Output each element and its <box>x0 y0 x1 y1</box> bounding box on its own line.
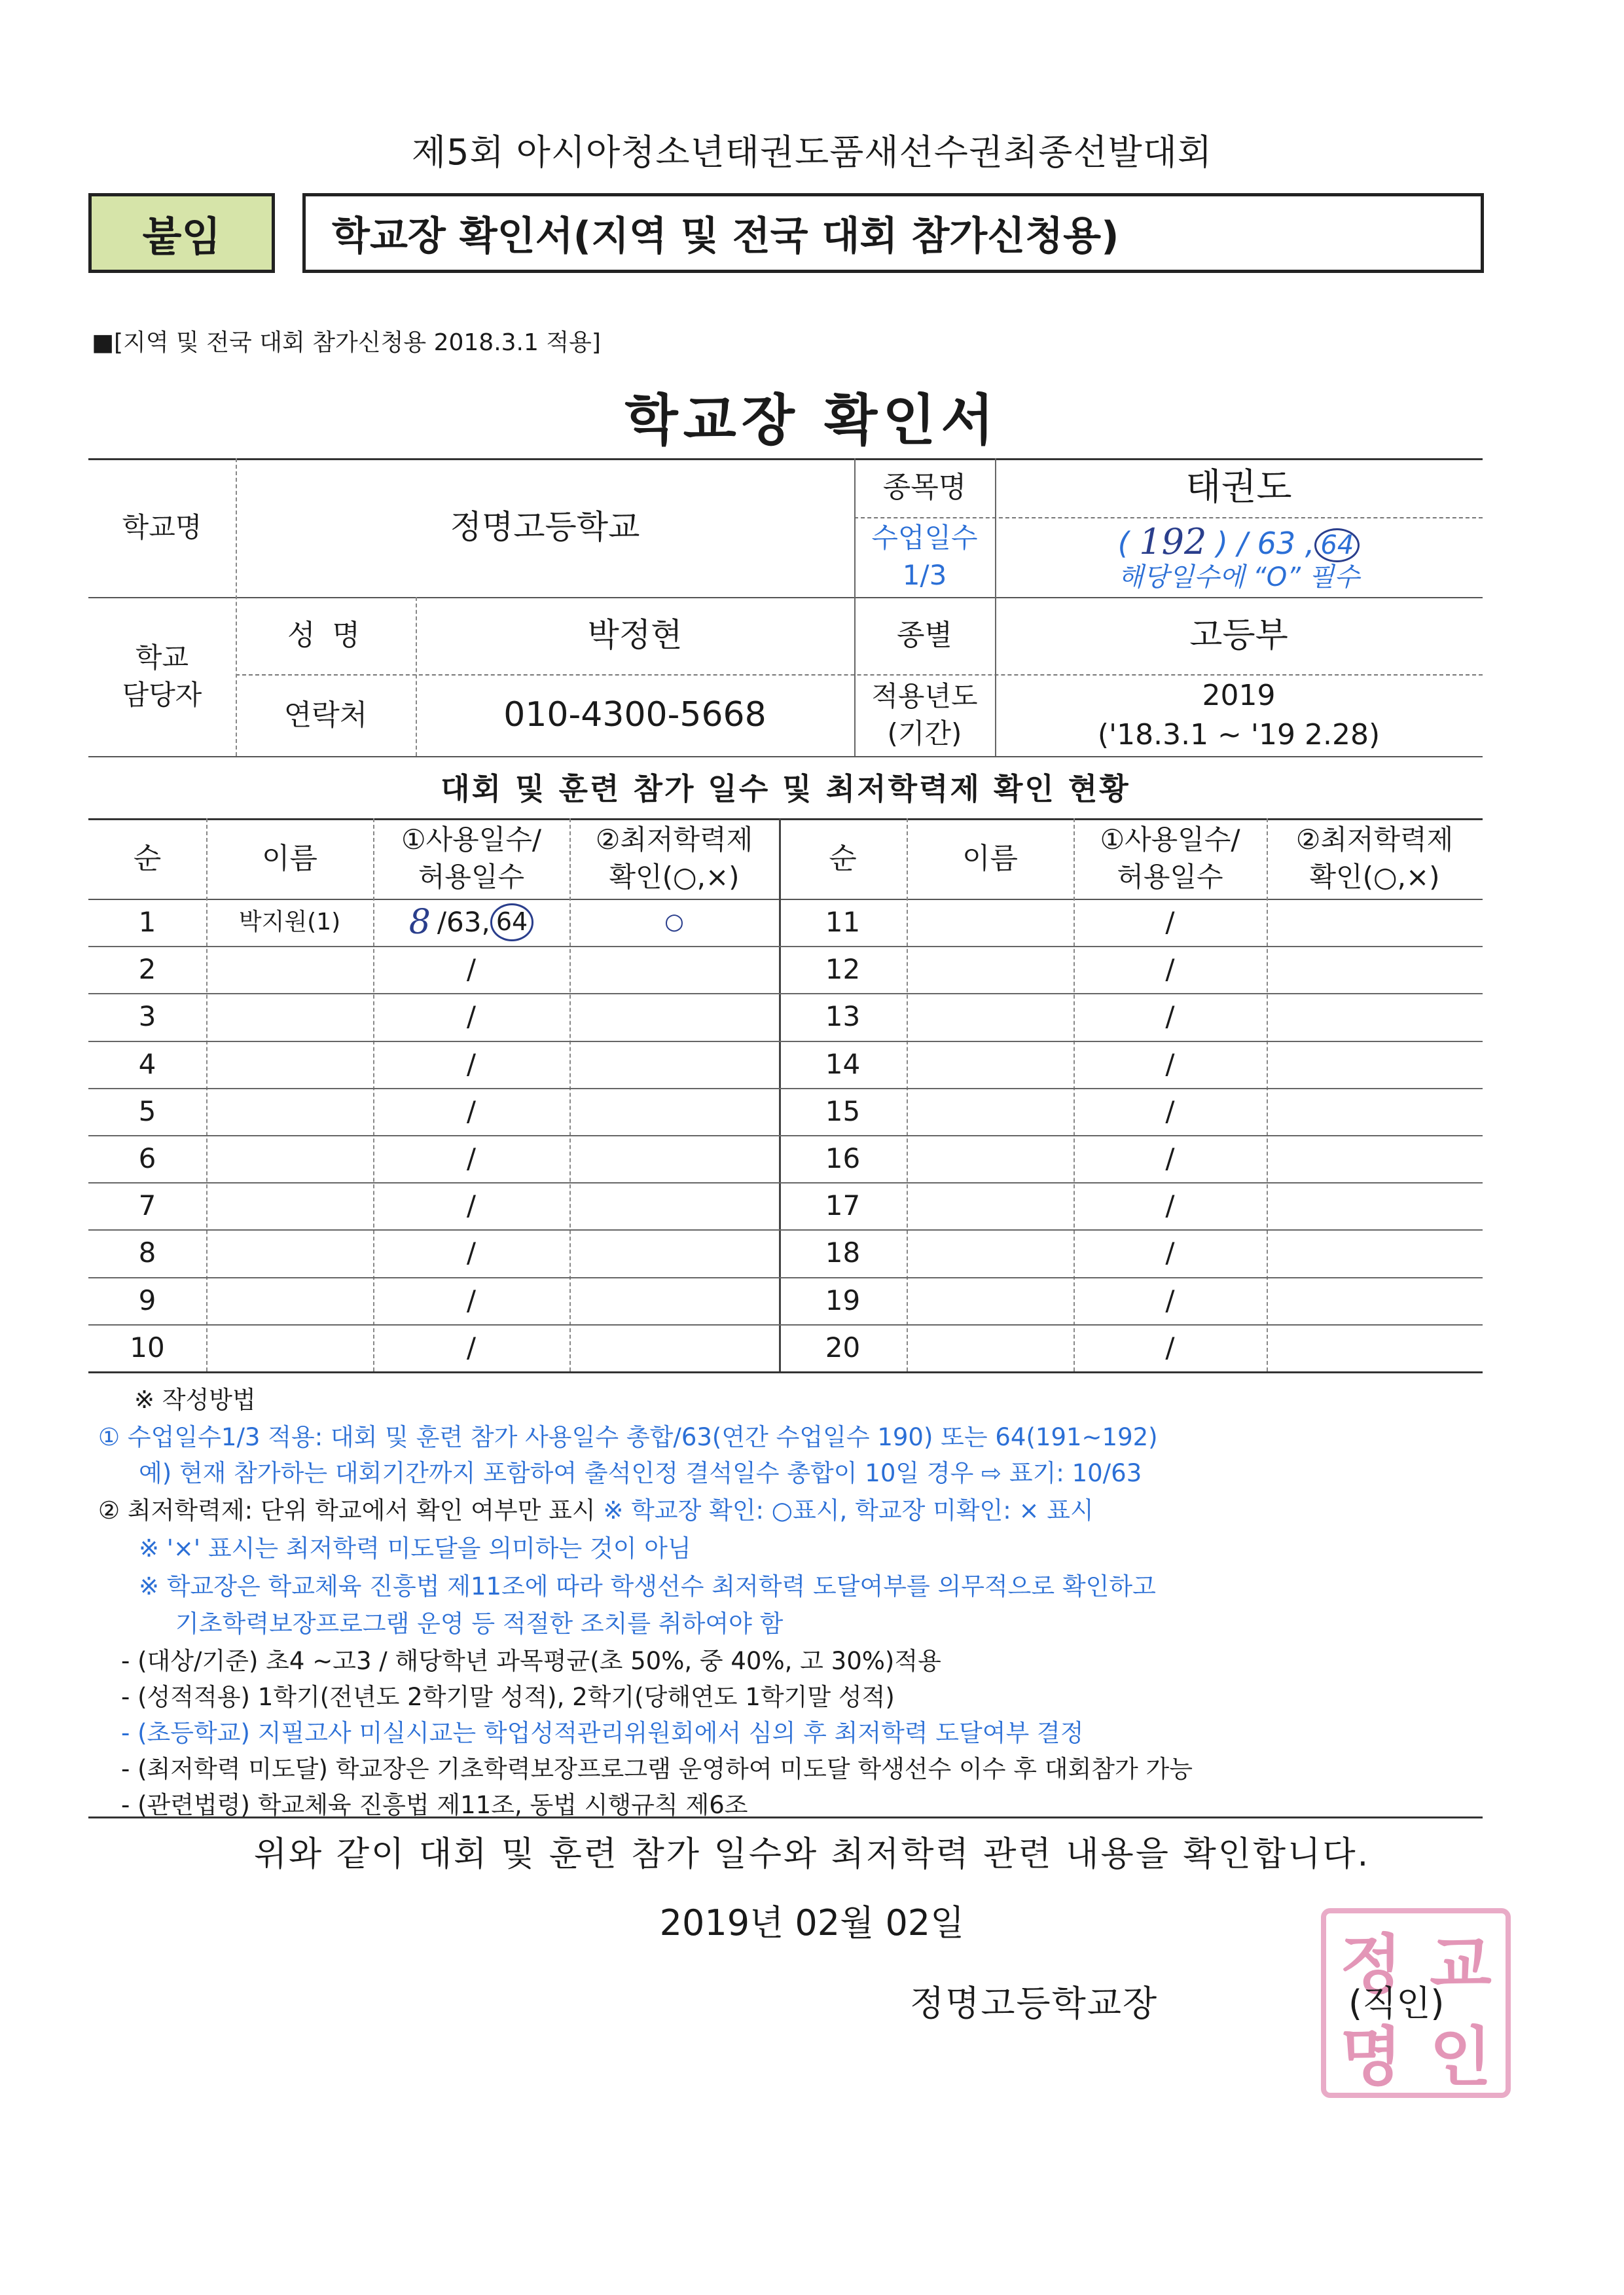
row-days: / <box>1165 1331 1175 1364</box>
row-no: 15 <box>825 1094 861 1127</box>
row-no: 11 <box>825 905 861 938</box>
row-no: 2 <box>138 952 156 985</box>
row-check <box>1267 1135 1483 1182</box>
col-no-right: 순 <box>829 841 857 875</box>
days-label-line2: 1/3 <box>902 559 947 591</box>
days-value-line <box>1118 522 1360 562</box>
guide-line-1: ① 수업일수1/3 적용: 대회 및 훈련 참가 사용일수 총합/63(연간 수업일수 190) 또는 64(191~192) <box>98 1423 1158 1451</box>
row-no: 18 <box>825 1236 861 1269</box>
document-title: 학교장 확인서 <box>624 388 1000 452</box>
row-no: 3 <box>138 1000 156 1032</box>
row-check <box>569 1135 779 1182</box>
row-name <box>206 1229 373 1276</box>
guide-line-8: - (성적적용) 1학기(전년도 2학기말 성적), 2학기(당해연도 1학기말 성적) <box>121 1683 895 1711</box>
seal-label: (직인) <box>1348 1983 1445 2024</box>
row-no: 10 <box>130 1331 165 1364</box>
row-name <box>206 1135 373 1182</box>
row-check <box>569 946 779 993</box>
row-check <box>569 1088 779 1135</box>
row-no: 12 <box>825 952 861 985</box>
guide-line-2: 예) 현재 참가하는 대회기간까지 포함하여 출석인정 결석일수 총합이 10일 경우 ⇨ 표기: 10/63 <box>139 1459 1142 1487</box>
school-label: 학교명 <box>122 511 202 543</box>
name-label: 성 명 <box>287 619 364 653</box>
row-no: 4 <box>138 1047 156 1080</box>
year-label <box>854 674 995 756</box>
row-name <box>907 1088 1074 1135</box>
confirm-date: 2019년 02월 02일 <box>659 1902 965 1943</box>
col-min-right <box>1267 818 1483 899</box>
event-value: 태권도 <box>1185 466 1292 509</box>
days-value <box>995 517 1483 597</box>
row-name <box>907 1041 1074 1088</box>
row-no: 9 <box>138 1284 156 1316</box>
col-days-right <box>1074 818 1267 899</box>
col-days-right-line2: 허용일수 <box>1117 860 1223 893</box>
row-name <box>907 1324 1074 1371</box>
row-name <box>206 1088 373 1135</box>
row-check <box>1267 1088 1483 1135</box>
row-name <box>206 946 373 993</box>
row-name <box>907 1135 1074 1182</box>
col-min-right-line1: ②최저학력제 <box>1295 823 1454 856</box>
guide-heading: ※ 작성방법 <box>134 1386 256 1414</box>
row-name <box>907 1182 1074 1229</box>
phone-value: 010-4300-5668 <box>503 695 767 735</box>
row-check <box>1267 1041 1483 1088</box>
days-handwritten: 192 <box>1139 520 1207 562</box>
row-check <box>569 1041 779 1088</box>
row-name <box>206 1182 373 1229</box>
col-no-left: 순 <box>133 841 162 875</box>
box-title: 학교장 확인서(지역 및 전국 대회 참가신청용) <box>302 193 1484 273</box>
year-label-line1: 적용년도 <box>871 679 978 712</box>
row-check <box>1267 1182 1483 1229</box>
col-days-left <box>373 818 569 899</box>
seal-char-3: 명 <box>1340 2019 1402 2095</box>
row-name <box>206 1277 373 1324</box>
row-no: 6 <box>138 1142 156 1174</box>
row-days-printed: /63, <box>437 905 490 938</box>
event-label: 종목명 <box>882 471 967 505</box>
col-days-right-line1: ①사용일수/ <box>1100 823 1240 856</box>
days-open-paren: ( <box>1117 525 1140 561</box>
contact-label-line1: 학교 <box>135 641 189 674</box>
days-label-line1: 수업일수 <box>871 522 978 554</box>
row-no: 14 <box>825 1047 861 1080</box>
row-days: / <box>466 1189 477 1221</box>
row-check <box>569 1182 779 1229</box>
year-value-line1: 2019 <box>1202 679 1276 713</box>
col-min-left <box>569 818 779 899</box>
row-name <box>206 1041 373 1088</box>
row-check <box>1267 1324 1483 1371</box>
row-check: ○ <box>664 909 684 935</box>
principal-name: 정명고등학교장 <box>910 1983 1159 2024</box>
row-days: / <box>466 1331 477 1364</box>
row-no: 8 <box>138 1236 156 1269</box>
row-check <box>1267 1277 1483 1324</box>
row-days: / <box>1165 1236 1175 1269</box>
row-no: 17 <box>825 1189 861 1221</box>
row-days: / <box>466 1236 477 1269</box>
row-name <box>907 993 1074 1040</box>
row-check <box>569 993 779 1040</box>
row-no: 5 <box>138 1094 156 1127</box>
status-title: 대회 및 훈련 참가 일수 및 최저학력제 확인 현황 <box>441 770 1130 806</box>
row-days: / <box>466 1094 477 1127</box>
row-name <box>907 1277 1074 1324</box>
application-notice: ■[지역 및 전국 대회 참가신청용 2018.3.1 적용] <box>92 329 601 356</box>
guide-line-4: ※ '×' 표시는 최저학력 미도달을 의미하는 것이 아님 <box>139 1534 691 1563</box>
guide-line-3a: ② 최저학력제: 단위 학교에서 확인 여부만 표시 <box>98 1496 604 1525</box>
guide-line-9: - (초등학교) 지필고사 미실시교는 학업성적관리위원회에서 심의 후 최저학력 도달여부 결정 <box>121 1719 1084 1747</box>
row-check <box>1267 899 1483 946</box>
row-check <box>1267 993 1483 1040</box>
division-label: 종별 <box>896 619 952 653</box>
row-name <box>206 1324 373 1371</box>
col-days-left-line2: 허용일수 <box>418 860 525 893</box>
col-days-left-line1: ①사용일수/ <box>401 823 542 856</box>
row-days: / <box>466 1284 477 1316</box>
row-check <box>569 1324 779 1371</box>
seal-char-1: 정 <box>1340 1927 1402 2002</box>
row-no: 1 <box>138 905 156 938</box>
guide-line-3 <box>98 1491 1094 1526</box>
row-days: / <box>1165 952 1175 985</box>
phone-label: 연락처 <box>283 698 368 732</box>
days-mid: ) / 63 , <box>1206 525 1315 561</box>
guide-line-10: - (최저학력 미도달) 학교장은 기초학력보장프로그램 운영하여 미도달 학생선수 이수 후 대회참가 가능 <box>121 1755 1193 1783</box>
row-days: / <box>466 1142 477 1174</box>
guide-line-6: 기초학력보장프로그램 운영 등 적절한 조치를 취하여야 함 <box>175 1610 784 1638</box>
division-value: 고등부 <box>1189 615 1288 655</box>
row-check <box>1267 946 1483 993</box>
col-name-left: 이름 <box>261 841 317 875</box>
year-label-line2: (기간) <box>887 717 962 750</box>
row-name <box>907 946 1074 993</box>
row-no: 20 <box>825 1331 861 1364</box>
guide-line-3b: ※ 학교장 확인: ○표시, 학교장 미확인: × 표시 <box>603 1496 1094 1525</box>
row-name <box>206 993 373 1040</box>
row-days: / <box>1165 1284 1175 1316</box>
year-value-line2: ('18.3.1 ~ '19 2.28) <box>1097 717 1380 751</box>
row-name <box>907 1229 1074 1276</box>
days-circled: 64 <box>1314 528 1360 562</box>
seal-char-4: 인 <box>1430 2019 1492 2095</box>
row-no: 19 <box>825 1284 861 1316</box>
row-no: 7 <box>138 1189 156 1221</box>
row-days-circled: 64 <box>490 903 533 941</box>
row-days: / <box>1165 1094 1175 1127</box>
days-note: 해당일수에 “O” 필수 <box>1118 562 1360 593</box>
row-days: / <box>466 952 477 985</box>
name-value: 박정현 <box>587 616 683 655</box>
attachment-tag: 붙임 <box>88 193 275 273</box>
row-days <box>373 899 569 946</box>
row-days: / <box>1165 1189 1175 1221</box>
row-check <box>569 1277 779 1324</box>
row-days-handwritten: 8 <box>408 902 431 942</box>
school-value: 정명고등학교 <box>450 508 640 547</box>
guide-line-5: ※ 학교장은 학교체육 진흥법 제11조에 따라 학생선수 최저학력 도달여부를 의무적으로 확인하고 <box>139 1572 1156 1600</box>
row-no: 13 <box>825 1000 861 1032</box>
row-days: / <box>466 1047 477 1080</box>
guide-line-11: - (관련법령) 학교체육 진흥법 제11조, 동법 시행규칙 제6조 <box>121 1791 748 1819</box>
row-name <box>907 899 1074 946</box>
year-value <box>995 674 1483 756</box>
guide-line-7: - (대상/기준) 초4 ~고3 / 해당학년 과목평균(초 50%, 중 40%, 고 30%)적용 <box>121 1647 941 1675</box>
row-check <box>569 1229 779 1276</box>
seal-char-2: 교 <box>1430 1927 1492 2002</box>
confirm-text: 위와 같이 대회 및 훈련 참가 일수와 최저학력 관련 내용을 확인합니다. <box>253 1835 1371 1874</box>
row-days: / <box>1165 905 1175 938</box>
col-min-left-line1: ②최저학력제 <box>595 823 753 856</box>
days-label <box>854 517 995 597</box>
col-min-left-line2: 확인(○,×) <box>609 860 740 893</box>
col-min-right-line2: 확인(○,×) <box>1309 860 1440 893</box>
col-name-right: 이름 <box>962 841 1018 875</box>
row-days: / <box>1165 1047 1175 1080</box>
contact-label <box>88 597 236 756</box>
event-title: 제5회 아시아청소년태권도품새선수권최종선발대회 <box>411 132 1213 173</box>
row-days: / <box>466 1000 477 1032</box>
row-check <box>1267 1229 1483 1276</box>
row-no: 16 <box>825 1142 861 1174</box>
row-days: / <box>1165 1142 1175 1174</box>
row-days: / <box>1165 1000 1175 1032</box>
row-name: 박지원(1) <box>238 908 341 935</box>
contact-label-line2: 담당자 <box>122 678 202 711</box>
